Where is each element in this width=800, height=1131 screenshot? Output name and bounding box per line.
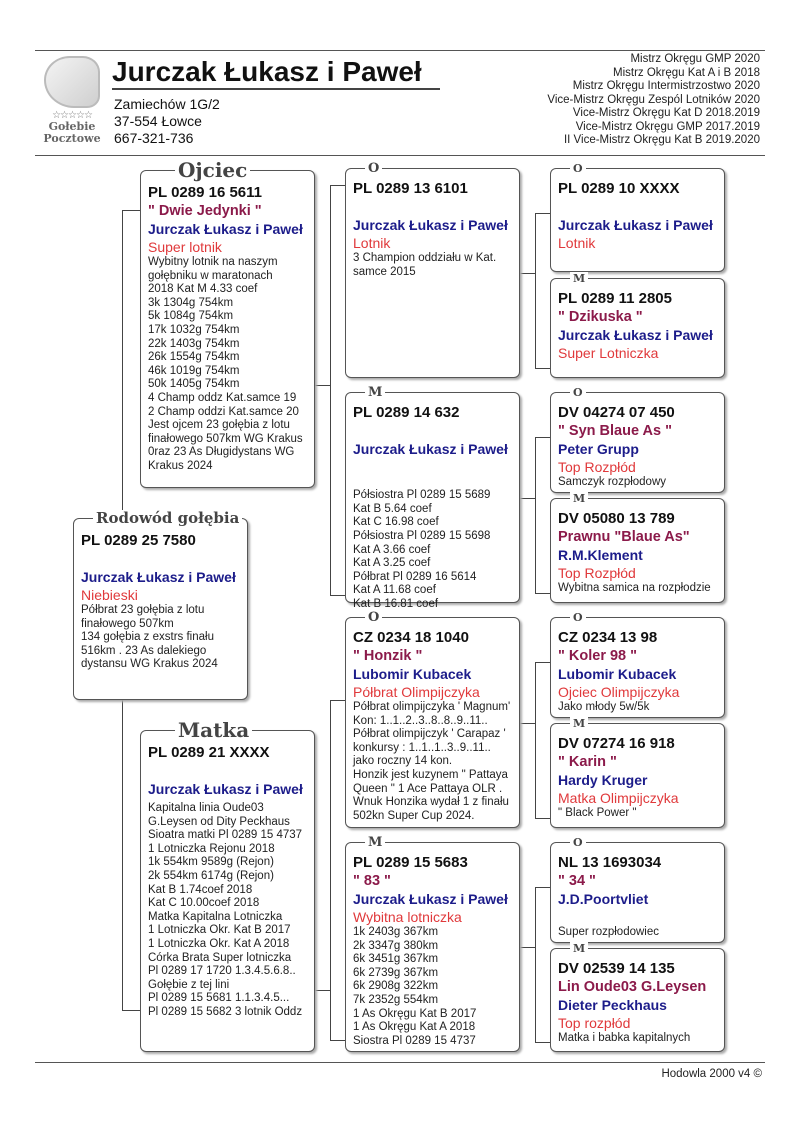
note-line: Pl 0289 15 5681 1.1.3.4.5... bbox=[148, 992, 290, 1005]
note-line: Siostra Pl 0289 15 4737 bbox=[353, 1034, 476, 1047]
connector-line bbox=[535, 213, 536, 368]
note-line: Półbrat olimpijczyk ' Carapaz ' bbox=[353, 728, 506, 741]
ring-number: PL 0289 10 XXXX bbox=[558, 180, 680, 197]
note-line: Pl 0289 17 1720 1.3.4.5.6.8.. bbox=[148, 965, 296, 978]
note-line: Półsiostra Pl 0289 15 5698 bbox=[353, 529, 491, 542]
connector-line bbox=[535, 887, 550, 888]
connector-line bbox=[535, 437, 536, 593]
note-line: Matka Kapitalna Lotniczka bbox=[148, 910, 283, 923]
note-line: gołębniku w maratonach bbox=[148, 269, 273, 282]
pedigree-box-mff bbox=[550, 617, 725, 718]
box-label-mfm: M bbox=[570, 717, 588, 730]
note-line: Sioatra matki Pl 0289 15 4737 bbox=[148, 829, 303, 842]
note-line bbox=[558, 912, 718, 926]
stars-icon: ☆☆☆☆☆ bbox=[52, 110, 92, 121]
note-line: Super rozpłodowiec bbox=[558, 925, 660, 938]
box-label-father: Ojciec bbox=[175, 159, 250, 181]
note-line: Wnuk Honzika wydał 1 z finału bbox=[353, 796, 509, 809]
note-line: Córka Brata Super lotniczka bbox=[148, 951, 292, 964]
pigeon-name bbox=[81, 550, 241, 568]
connector-line bbox=[315, 385, 330, 386]
note-line: 1 As Okręgu Kat A 2018 bbox=[353, 1021, 476, 1034]
category: Super lotnik bbox=[148, 239, 222, 255]
box-label-ff: O bbox=[365, 161, 382, 176]
ring-number: CZ 0234 13 98 bbox=[558, 629, 658, 646]
note-line: Kat A 3.66 coef bbox=[353, 543, 431, 556]
note-line: Kat B 5.64 coef bbox=[353, 502, 432, 515]
category: Lotnik bbox=[558, 235, 596, 251]
note-line: Matka i babka kapitalnych bbox=[558, 1032, 691, 1044]
connector-line bbox=[535, 818, 550, 819]
pedigree-box-mmf bbox=[550, 842, 725, 943]
ring-number: PL 0289 11 2805 bbox=[558, 290, 672, 307]
achievement-line: Vice-Mistrz Okręgu Kat D 2018.2019 bbox=[572, 107, 760, 119]
note-line: 502kn Super Cup 2024. bbox=[353, 809, 475, 822]
pigeon-name bbox=[148, 762, 308, 780]
owner-name: Jurczak Łukasz i Paweł bbox=[353, 441, 508, 457]
pedigree-box-mf bbox=[345, 617, 520, 828]
breeder-title: Jurczak Łukasz i Paweł bbox=[112, 56, 440, 90]
note-line: 26k 1554g 754km bbox=[148, 351, 240, 364]
ring-number: DV 07274 16 918 bbox=[558, 735, 675, 752]
note-line: 134 gołębia z exstrs finału bbox=[81, 631, 214, 644]
note-line: finałowego 507km bbox=[81, 617, 174, 630]
connector-line bbox=[535, 662, 550, 663]
note-line: 2k 3347g 380km bbox=[353, 939, 439, 952]
note-line: 2k 554km 6174g (Rejon) bbox=[148, 869, 274, 882]
connector-line bbox=[535, 437, 550, 438]
achievement-line: Mistrz Okręgu Intermistrzostwo 2020 bbox=[572, 80, 760, 92]
connector-line bbox=[330, 1040, 345, 1041]
category: Top rozpłód bbox=[558, 1015, 631, 1031]
note-line: Gołębie z tej lini bbox=[148, 978, 230, 991]
header-bottom-rule bbox=[35, 155, 765, 156]
connector-line bbox=[122, 210, 140, 211]
note-line: finałowego 507km WG Krakus bbox=[148, 432, 303, 445]
note-line: Półsiostra Pl 0289 15 5689 bbox=[353, 489, 491, 502]
box-label-mmf: O bbox=[570, 836, 586, 849]
pigeon-name bbox=[558, 198, 718, 216]
note-line: 1k 554km 9589g (Rejon) bbox=[148, 856, 274, 869]
owner-name: Jurczak Łukasz i Paweł bbox=[558, 327, 713, 343]
note-line: Półbrat olimpijczyka ' Magnum' bbox=[353, 701, 511, 713]
note-line: Queen " 1 Ace Pattaya OLR . bbox=[353, 782, 503, 795]
owner-name: J.D.Poortvliet bbox=[558, 891, 649, 907]
pedigree-box-fmf bbox=[550, 392, 725, 493]
connector-line bbox=[535, 368, 550, 369]
achievements-list bbox=[547, 53, 760, 148]
note-line: 516km . 23 As dalekiego bbox=[81, 644, 207, 657]
owner-name: Jurczak Łukasz i Paweł bbox=[353, 891, 508, 907]
note-line: G.Leysen od Dity Peckhaus bbox=[148, 815, 290, 828]
note-line: samce 2015 bbox=[353, 265, 416, 278]
achievement-line: Mistrz Okręgu GMP 2020 bbox=[630, 53, 760, 65]
note-line: Wybitna samica na rozpłodzie bbox=[558, 582, 711, 594]
note-line: 1 Lotniczka Rejonu 2018 bbox=[148, 842, 275, 855]
owner-name: R.M.Klement bbox=[558, 547, 643, 563]
note-line: 17k 1032g 754km bbox=[148, 323, 240, 336]
ring-number: PL 0289 16 5611 bbox=[148, 184, 262, 201]
note-line: 1k 2403g 367km bbox=[353, 926, 439, 938]
note-line: Półbrat Pl 0289 16 5614 bbox=[353, 570, 477, 583]
note-line: 6k 2739g 367km bbox=[353, 966, 439, 979]
category: Wybitna lotniczka bbox=[353, 909, 462, 925]
connector-line bbox=[535, 1042, 550, 1043]
connector-line bbox=[122, 700, 123, 1010]
connector-line bbox=[535, 662, 536, 818]
pigeon-name: " Honzik " bbox=[353, 648, 423, 664]
note-line: 2018 Kat M 4.33 coef bbox=[148, 283, 258, 296]
box-label-fmf: O bbox=[570, 386, 586, 399]
note-line: Samczyk rozpłodowy bbox=[558, 476, 667, 488]
note-line: Jest ojcem 23 gołębia z lotu bbox=[148, 419, 290, 432]
note-line: Kat C 16.98 coef bbox=[353, 516, 439, 529]
ring-number: DV 04274 07 450 bbox=[558, 404, 675, 421]
note-line bbox=[353, 462, 513, 476]
pigeon-name: " 34 " bbox=[558, 873, 596, 889]
connector-line bbox=[520, 723, 535, 724]
pedigree-box-fff bbox=[550, 168, 725, 272]
address-street: Zamiechów 1G/2 bbox=[114, 96, 220, 112]
connector-line bbox=[330, 700, 345, 701]
pigeon-name: " Koler 98 " bbox=[558, 648, 638, 664]
note-line: Honzik jest kuzynem " Pattaya bbox=[353, 768, 508, 781]
pedigree-box-mm bbox=[345, 842, 520, 1052]
box-label-mmm: M bbox=[570, 942, 588, 955]
category: Lotnik bbox=[353, 235, 391, 251]
pigeon-name bbox=[353, 198, 513, 216]
box-label-fmm: M bbox=[570, 492, 588, 505]
ring-number: PL 0289 21 XXXX bbox=[148, 744, 270, 761]
note-line: Kat B 1.74coef 2018 bbox=[148, 883, 253, 896]
note-line: konkursy : 1..1..1..3..9..11.. bbox=[353, 741, 491, 754]
note-line: 6k 2908g 322km bbox=[353, 980, 439, 993]
note-line: dystansu WG Krakus 2024 bbox=[81, 658, 218, 671]
note-line: Kat A 3.25 coef bbox=[353, 557, 431, 570]
ring-number: PL 0289 13 6101 bbox=[353, 180, 468, 197]
category: Ojciec Olimpijczyka bbox=[558, 684, 680, 700]
owner-name: Jurczak Łukasz i Paweł bbox=[353, 217, 508, 233]
category: Top Rozpłód bbox=[558, 565, 636, 581]
pedigree-box-ff bbox=[345, 168, 520, 378]
footer-credit: Hodowla 2000 v4 © bbox=[661, 1068, 762, 1080]
pigeon-name: Lin Oude03 G.Leysen bbox=[558, 979, 707, 995]
pedigree-box-ffm bbox=[550, 278, 725, 378]
box-label-mother: Matka bbox=[175, 719, 252, 741]
ring-number: DV 02539 14 135 bbox=[558, 960, 675, 977]
note-line bbox=[353, 476, 513, 490]
pigeon-name: " 83 " bbox=[353, 873, 391, 889]
pedigree-box-fmm bbox=[550, 498, 725, 603]
pigeon-name: " Dwie Jedynki " bbox=[148, 203, 262, 219]
owner-name: Jurczak Łukasz i Paweł bbox=[148, 221, 303, 237]
box-label-mm: M bbox=[365, 835, 385, 850]
note-line: 7k 2352g 554km bbox=[353, 993, 439, 1006]
note-line: Kon: 1..1..2..3..8..8..9..11.. bbox=[353, 714, 488, 727]
achievement-line: II Vice-Mistrz Okręgu Kat B 2019.2020 bbox=[563, 134, 760, 146]
achievement-line: Vice-Mistrz Okręgu GMP 2017.2019 bbox=[575, 120, 760, 133]
note-line: 3 Champion oddziału w Kat. bbox=[353, 252, 497, 264]
note-line: Kat C 10.00coef 2018 bbox=[148, 897, 260, 910]
pedigree-box-mother bbox=[140, 730, 315, 1052]
pedigree-box-subject bbox=[73, 518, 248, 700]
note-line: 3k 1304g 754km bbox=[148, 296, 234, 309]
owner-name: Hardy Kruger bbox=[558, 772, 648, 788]
pedigree-box-fm bbox=[345, 392, 520, 610]
ring-number: DV 05080 13 789 bbox=[558, 510, 675, 527]
ring-number: CZ 0234 18 1040 bbox=[353, 629, 469, 646]
note-line: jako roczny 14 kon. bbox=[353, 755, 453, 768]
box-label-subject: Rodowód gołębia bbox=[93, 510, 242, 527]
note-line: 1 As Okręgu Kat B 2017 bbox=[353, 1007, 477, 1020]
owner-name: Jurczak Łukasz i Paweł bbox=[81, 569, 236, 585]
phone: 667-321-736 bbox=[114, 130, 194, 146]
owner-name: Dieter Peckhaus bbox=[558, 997, 667, 1013]
note-line: Kat B 16.81 coef bbox=[353, 597, 439, 610]
logo-text-1: Gołebie bbox=[48, 120, 96, 133]
logo bbox=[36, 56, 108, 152]
ring-number: NL 13 1693034 bbox=[558, 854, 662, 871]
pigeon-name: " Karin " bbox=[558, 754, 617, 770]
ring-number: PL 0289 25 7580 bbox=[81, 532, 196, 549]
achievement-line: Vice-Mistrz Okręgu Zespól Lotników 2020 bbox=[547, 93, 760, 106]
pigeon-name: " Dzikuska " bbox=[558, 309, 643, 325]
note-line: 2 Champ oddzi Kat.samce 20 bbox=[148, 405, 299, 418]
connector-line bbox=[315, 990, 330, 991]
connector-line bbox=[330, 595, 345, 596]
connector-line bbox=[535, 213, 550, 214]
connector-line bbox=[520, 947, 535, 948]
category: Top Rozpłód bbox=[558, 459, 636, 475]
note-line: 5k 1084g 754km bbox=[148, 310, 234, 323]
connector-line bbox=[520, 498, 535, 499]
connector-line bbox=[330, 185, 331, 595]
owner-name: Lubomir Kubacek bbox=[558, 666, 677, 682]
connector-line bbox=[330, 185, 345, 186]
box-label-mff: O bbox=[570, 611, 586, 624]
pedigree-box-mmm bbox=[550, 948, 725, 1052]
pedigree-box-mfm bbox=[550, 723, 725, 828]
pigeon-name bbox=[353, 422, 513, 440]
header-top-rule bbox=[35, 50, 765, 51]
logo-text-2: Pocztowe bbox=[43, 132, 101, 145]
address-city: 37-554 Łowce bbox=[114, 113, 202, 129]
owner-name: Jurczak Łukasz i Paweł bbox=[558, 217, 713, 233]
note-line: 0raz 23 As Długidystans WG bbox=[148, 446, 295, 459]
pedigree-box-father bbox=[140, 170, 315, 488]
note-line: 46k 1019g 754km bbox=[148, 364, 240, 377]
owner-name: Peter Grupp bbox=[558, 441, 639, 457]
note-line: 50k 1405g 754km bbox=[148, 378, 240, 391]
note-line: 22k 1403g 754km bbox=[148, 337, 240, 350]
note-line: 6k 3451g 367km bbox=[353, 953, 439, 966]
achievement-line: Mistrz Okręgu Kat A i B 2018 bbox=[612, 66, 760, 79]
note-line: " Black Power " bbox=[558, 807, 637, 819]
note-line: Kapitalna linia Oude03 bbox=[148, 802, 264, 814]
note-line: Kat A 11.68 coef bbox=[353, 584, 436, 597]
box-label-mf: O bbox=[365, 610, 382, 625]
ring-number: PL 0289 14 632 bbox=[353, 404, 460, 421]
connector-line bbox=[535, 593, 550, 594]
pigeon-name: " Syn Blaue As " bbox=[558, 423, 672, 439]
box-label-fff: O bbox=[570, 162, 586, 175]
note-line: Jako młody 5w/5k bbox=[558, 701, 650, 713]
pigeon-head-icon bbox=[44, 56, 100, 108]
footer-rule bbox=[35, 1062, 765, 1063]
connector-line bbox=[330, 700, 331, 1040]
category: Półbrat Olimpijczyka bbox=[353, 684, 480, 700]
connector-line bbox=[520, 273, 535, 274]
ring-number: PL 0289 15 5683 bbox=[353, 854, 468, 871]
note-line: Krakus 2024 bbox=[148, 459, 213, 472]
note-line: 1 Lotniczka Okr. Kat B 2017 bbox=[148, 924, 291, 937]
category: Matka Olimpijczyka bbox=[558, 790, 679, 806]
note-line: Wybitny lotnik na naszym bbox=[148, 256, 278, 268]
connector-line bbox=[535, 887, 536, 1042]
category: Niebieski bbox=[81, 587, 138, 603]
owner-name: Lubomir Kubacek bbox=[353, 666, 472, 682]
note-line: Półbrat 23 gołębia z lotu bbox=[81, 604, 205, 616]
connector-line bbox=[122, 210, 123, 518]
owner-name: Jurczak Łukasz i Paweł bbox=[148, 781, 303, 797]
pigeon-name: Prawnu "Blaue As" bbox=[558, 529, 690, 545]
note-line: Pl 0289 15 5682 3 lotnik Oddz bbox=[148, 1005, 303, 1018]
note-line: 4 Champ oddz Kat.samce 19 bbox=[148, 391, 297, 404]
box-label-ffm: M bbox=[570, 272, 588, 285]
category: Super Lotniczka bbox=[558, 345, 659, 361]
box-label-fm: M bbox=[365, 385, 385, 400]
note-line: 1 Lotniczka Okr. Kat A 2018 bbox=[148, 937, 290, 950]
connector-line bbox=[122, 1010, 140, 1011]
